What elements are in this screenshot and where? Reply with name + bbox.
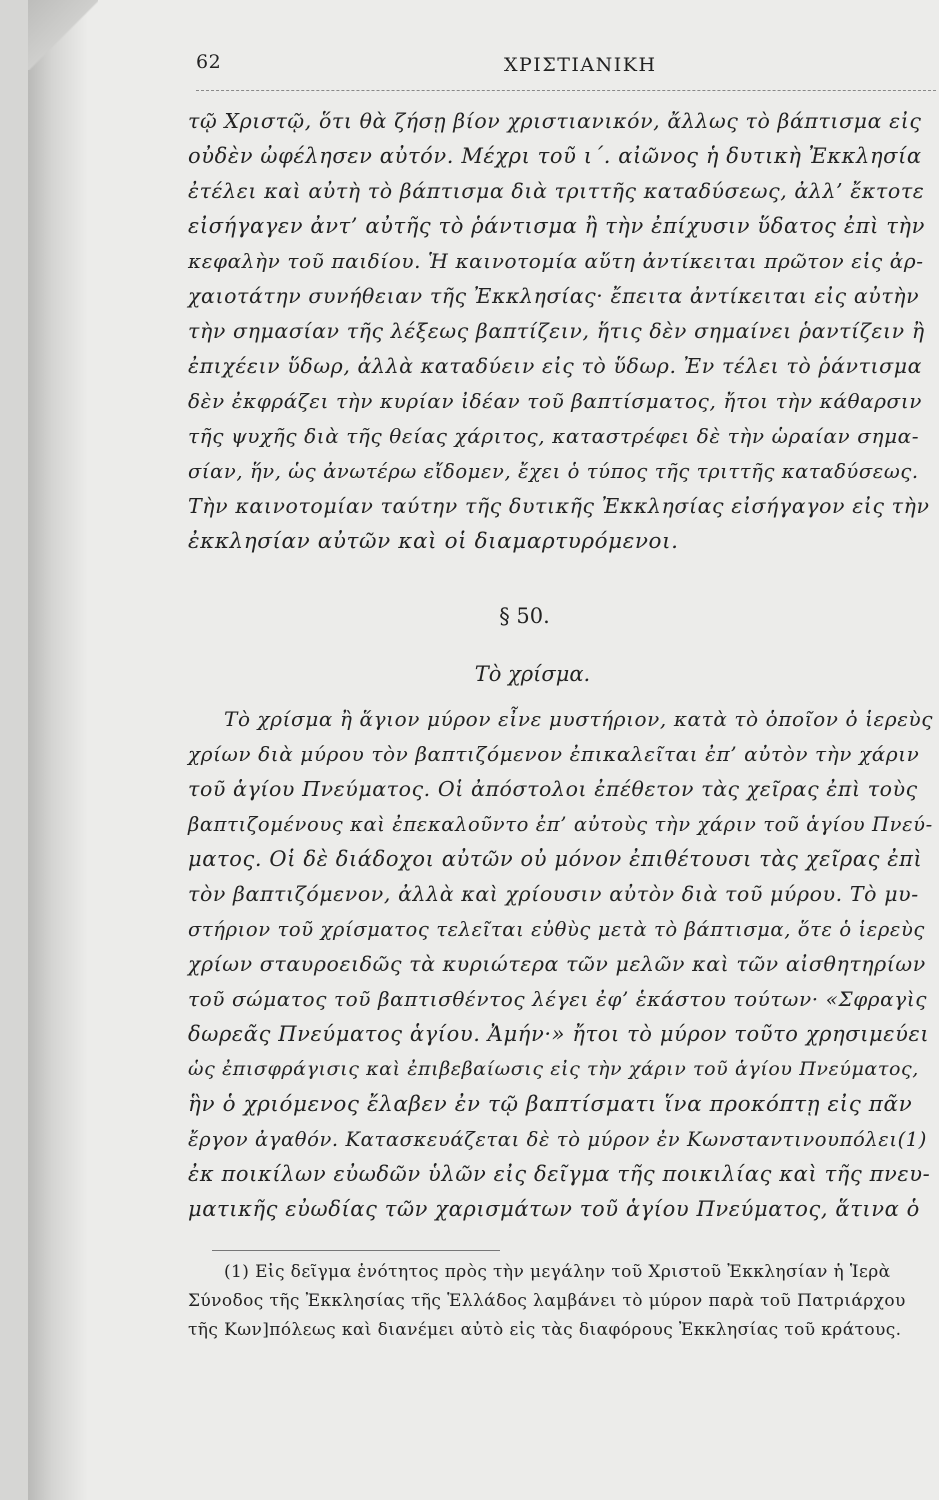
text-line: ἐκκλησίαν αὐτῶν καὶ οἱ διαμαρτυρόμενοι. [188,529,679,554]
text-line: Τὸ χρίσμα ἢ ἅγιον μύρον εἶνε μυστήριον, κατὰ τὸ ὁποῖον ὁ ἱερεὺς [224,707,934,731]
section-title: Τὸ χρίσμα. [474,662,591,686]
text-line: ἐπιχέειν ὕδωρ, ἀλλὰ καταδύειν εἰς τὸ ὕδωρ. Ἐν τέλει τὸ ῥάντισμα [188,354,923,378]
footnote-line: τῆς Κων]πόλεως καὶ διανέμει αὐτὸ εἰς τὰς διαφόρους Ἐκκλησίας τοῦ κράτους. [188,1320,902,1340]
text-line: βαπτιζομένους καὶ ἐπεκαλοῦντο ἐπ’ αὐτοὺς τὴν χάριν τοῦ ἁγίου Πνεύ- [188,813,933,836]
footnote-line: (1) Εἰς δεῖγμα ἑνότητος πρὸς τὴν μεγάλην τοῦ Χριστοῦ Ἐκκλησίαν ἡ Ἱερὰ [224,1262,891,1282]
text-line: οὐδὲν ὠφέλησεν αὐτόν. Μέχρι τοῦ ι΄. αἰῶνος ἡ δυτικὴ Ἐκκλησία [188,144,922,168]
paragraph-baptism [188,104,933,559]
running-head: ΧΡΙΣΤΙΑΝΙΚΗ [504,54,657,76]
text-line: ματικῆς εὐωδίας τῶν χαρισμάτων τοῦ ἁγίου Πνεύματος, ἅτινα ὁ [188,1197,920,1221]
text-line: τὸν βαπτιζόμενον, ἀλλὰ καὶ χρίουσιν αὐτὸν διὰ τοῦ μύρου. Τὸ μυ- [188,882,919,906]
text-line: εἰσήγαγεν ἀντ’ αὐτῆς τὸ ῥάντισμα ἢ τὴν ἐπίχυσιν ὕδατος ἐπὶ τὴν [188,214,925,238]
text-line: ἣν ὁ χριόμενος ἔλαβεν ἐν τῷ βαπτίσματι ἵνα προκόπτῃ εἰς πᾶν [188,1092,913,1117]
footnotes [188,1258,933,1345]
text-line: ἐκ ποικίλων εὐωδῶν ὑλῶν εἰς δεῖγμα τῆς ποικιλίας καὶ τῆς πνευ- [188,1162,931,1186]
text-line: χαιοτάτην συνήθειαν τῆς Ἐκκλησίας· ἔπειτα ἀντίκειται εἰς αὐτὴν [188,284,920,308]
text-line: σίαν, ἥν, ὡς ἀνωτέρω εἴδομεν, ἔχει ὁ τύπος τῆς τριττῆς καταδύσεως. [188,460,919,483]
section-number: § 50. [499,604,550,628]
text-line: ὡς ἐπισφράγισις καὶ ἐπιβεβαίωσις εἰς τὴν χάριν τοῦ ἁγίου Πνεύματος, [188,1058,919,1080]
text-line: τὴν σημασίαν τῆς λέξεως βαπτίζειν, ἥτις δὲν σημαίνει ῥαντίζειν ἢ [188,319,925,343]
page-number: 62 [196,51,222,73]
text-line: Τὴν καινοτομίαν ταύτην τῆς δυτικῆς Ἐκκλησίας εἰσήγαγον εἰς τὴν [188,494,930,518]
text-line: τῷ Χριστῷ, ὅτι θὰ ζήσῃ βίον χριστιανικόν, ἄλλως τὸ βάπτισμα εἰς [188,109,922,133]
page-header [0,48,939,78]
text-line: τῆς ψυχῆς διὰ τῆς θείας χάριτος, καταστρέφει δὲ τὴν ὡραίαν σημα- [188,424,920,448]
text-line: χρίων σταυροειδῶς τὰ κυριώτερα τῶν μελῶν καὶ τῶν αἰσθητηρίων [188,952,926,976]
text-line: δὲν ἐκφράζει τὴν κυρίαν ἰδέαν τοῦ βαπτίσματος, ἤτοι τὴν κάθαρσιν [188,389,923,413]
text-line: κεφαλὴν τοῦ παιδίου. Ἡ καινοτομία αὕτη ἀντίκειται πρῶτον εἰς ἀρ- [188,249,924,273]
text-line: ἐτέλει καὶ αὐτὴ τὸ βάπτισμα διὰ τριττῆς καταδύσεως, ἀλλ’ ἔκτοτε [188,179,925,203]
text-line: ματος. Οἱ δὲ διάδοχοι αὐτῶν οὐ μόνον ἐπιθέτουσι τὰς χεῖρας ἐπὶ [188,847,923,871]
paragraph-chrism [188,702,933,1227]
footnote-line: Σύνοδος τῆς Ἐκκλησίας τῆς Ἑλλάδος λαμβάνει τὸ μύρον παρὰ τοῦ Πατριάρχου [188,1291,906,1311]
text-line: δωρεᾶς Πνεύματος ἁγίου. Ἀμήν·» ἤτοι τὸ μύρον τοῦτο χρησιμεύει [188,1022,930,1046]
footnote-rule [212,1250,500,1251]
text-line: τοῦ σώματος τοῦ βαπτισθέντος λέγει ἐφ’ ἑκάστου τούτων· «Σφραγὶς [188,987,928,1011]
page-fold-shadow [28,0,88,1500]
text-line: ἔργον ἀγαθόν. Κατασκευάζεται δὲ τὸ μύρον ἐν Κωνσταντινουπόλει(1) [188,1128,928,1151]
header-rule [196,90,936,91]
text-line: χρίων διὰ μύρου τὸν βαπτιζόμενον ἐπικαλεῖται ἐπ’ αὐτὸν τὴν χάριν [188,742,920,766]
text-line: τοῦ ἁγίου Πνεύματος. Οἱ ἀπόστολοι ἐπέθετον τὰς χεῖρας ἐπὶ τοὺς [188,777,918,801]
text-line: στήριον τοῦ χρίσματος τελεῖται εὐθὺς μετὰ τὸ βάπτισμα, ὅτε ὁ ἱερεὺς [188,918,925,941]
